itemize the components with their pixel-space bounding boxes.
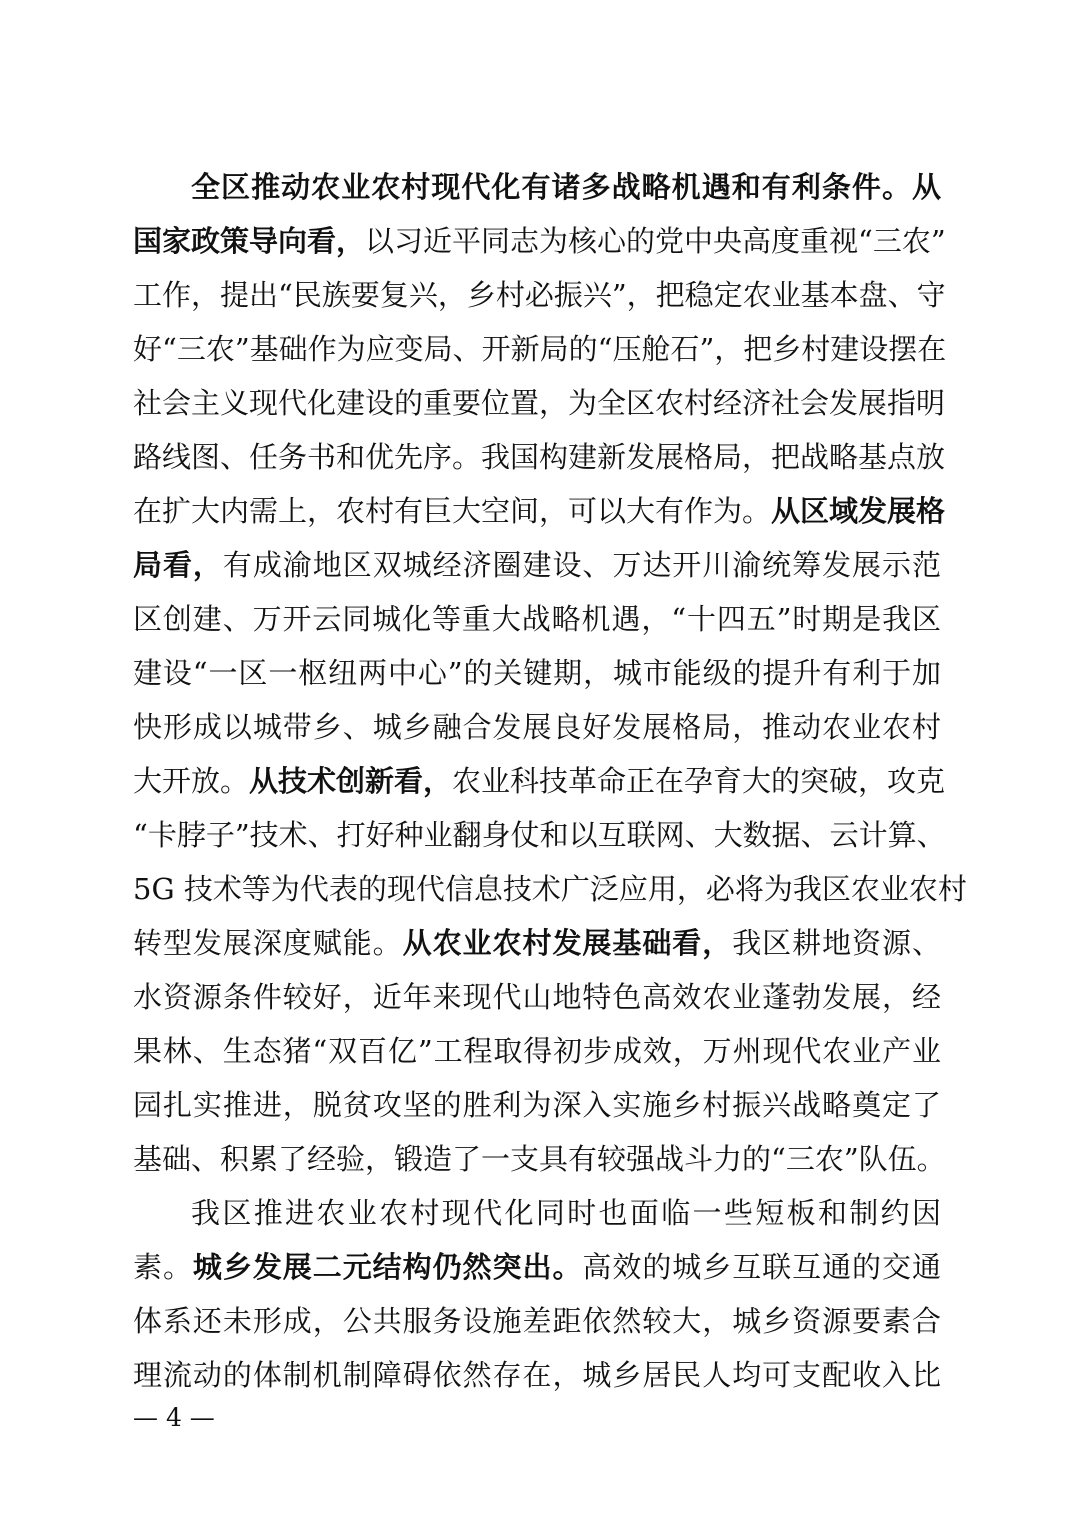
text-line (133, 430, 946, 484)
text-segment: 5G 技术等为代表的现代信息技术广泛应用，必将为我区农业农村 (133, 872, 967, 906)
bold-text-segment: 局看， (133, 548, 223, 582)
text-line (133, 754, 946, 808)
text-segment: 建设“一区一枢纽两中心”的关键期，城市能级的提升有利于加 (133, 656, 941, 690)
text-line (133, 1132, 946, 1186)
bold-text-segment: 全区推动农业农村现代化有诸多战略机遇和有利条件。从 (191, 170, 941, 204)
text-line (133, 1348, 941, 1402)
bold-text-segment: 从农业农村发展基础看， (402, 926, 733, 960)
text-line (133, 1240, 941, 1294)
text-segment: 理流动的体制机制障碍依然存在，城乡居民人均可支配收入比 (133, 1358, 941, 1392)
text-line (133, 538, 941, 592)
text-segment: 高效的城乡互联互通的交通 (582, 1250, 941, 1284)
text-segment: 体系还未形成，公共服务设施差距依然较大，城乡资源要素合 (133, 1304, 941, 1338)
text-line (133, 700, 941, 754)
text-segment: 在扩大内需上，农村有巨大空间，可以大有作为。 (133, 494, 772, 528)
bold-text-segment: 国家政策导向看， (133, 224, 366, 258)
text-line (133, 916, 941, 970)
bold-text-segment: 城乡发展二元结构仍然突出。 (192, 1250, 583, 1284)
text-segment: 水资源条件较好，近年来现代山地特色高效农业蓬勃发展，经 (133, 980, 941, 1014)
text-segment: 农业科技革命正在孕育大的突破，攻克 (452, 764, 946, 798)
text-segment: 好“三农”基础作为应变局、开新局的“压舱石”，把乡村建设摆在 (133, 332, 947, 366)
text-segment: 快形成以城带乡、城乡融合发展良好发展格局，推动农业农村 (133, 710, 941, 744)
text-line (133, 592, 941, 646)
text-line (133, 1294, 941, 1348)
text-segment: “卡脖子”技术、打好种业翻身仗和以互联网、大数据、云计算、 (133, 818, 946, 852)
text-line (133, 1078, 941, 1132)
page-number: — 4 — (133, 1403, 215, 1432)
text-segment: 素。 (133, 1250, 193, 1284)
body-text (133, 160, 967, 1402)
text-segment: 工作，提出“民族要复兴，乡村必振兴”，把稳定农业基本盘、守 (133, 278, 946, 312)
text-line (133, 376, 946, 430)
text-line (133, 322, 947, 376)
text-segment: 基础、积累了经验，锻造了一支具有较强战斗力的“三农”队伍。 (133, 1142, 946, 1176)
text-line (133, 160, 941, 214)
bold-text-segment: 从区域发展格 (771, 494, 946, 528)
text-segment: 果林、生态猪“双百亿”工程取得初步成效，万州现代农业产业 (133, 1034, 941, 1068)
text-line (133, 268, 946, 322)
text-segment: 我区推进农业农村现代化同时也面临一些短板和制约因 (191, 1196, 941, 1230)
bold-text-segment: 从技术创新看， (249, 764, 453, 798)
text-line (133, 484, 946, 538)
text-segment: 大开放。 (133, 764, 250, 798)
text-line (133, 1024, 941, 1078)
text-line (133, 646, 941, 700)
text-segment: 转型发展深度赋能。 (133, 926, 403, 960)
text-segment: 区创建、万开云同城化等重大战略机遇，“十四五”时期是我区 (133, 602, 941, 636)
text-line (133, 862, 967, 916)
text-line (133, 214, 946, 268)
text-segment: 有成渝地区双城经济圈建设、万达开川渝统筹发展示范 (222, 548, 941, 582)
text-segment: 我区耕地资源、 (732, 926, 941, 960)
text-segment: 以习近平同志为核心的党中央高度重视“三农” (365, 224, 946, 258)
text-segment: 社会主义现代化建设的重要位置，为全区农村经济社会发展指明 (133, 386, 946, 420)
text-segment: 园扎实推进，脱贫攻坚的胜利为深入实施乡村振兴战略奠定了 (133, 1088, 941, 1122)
text-line (133, 1186, 941, 1240)
text-line (133, 970, 941, 1024)
text-line (133, 808, 946, 862)
text-segment: 路线图、任务书和优先序。我国构建新发展格局，把战略基点放 (133, 440, 946, 474)
